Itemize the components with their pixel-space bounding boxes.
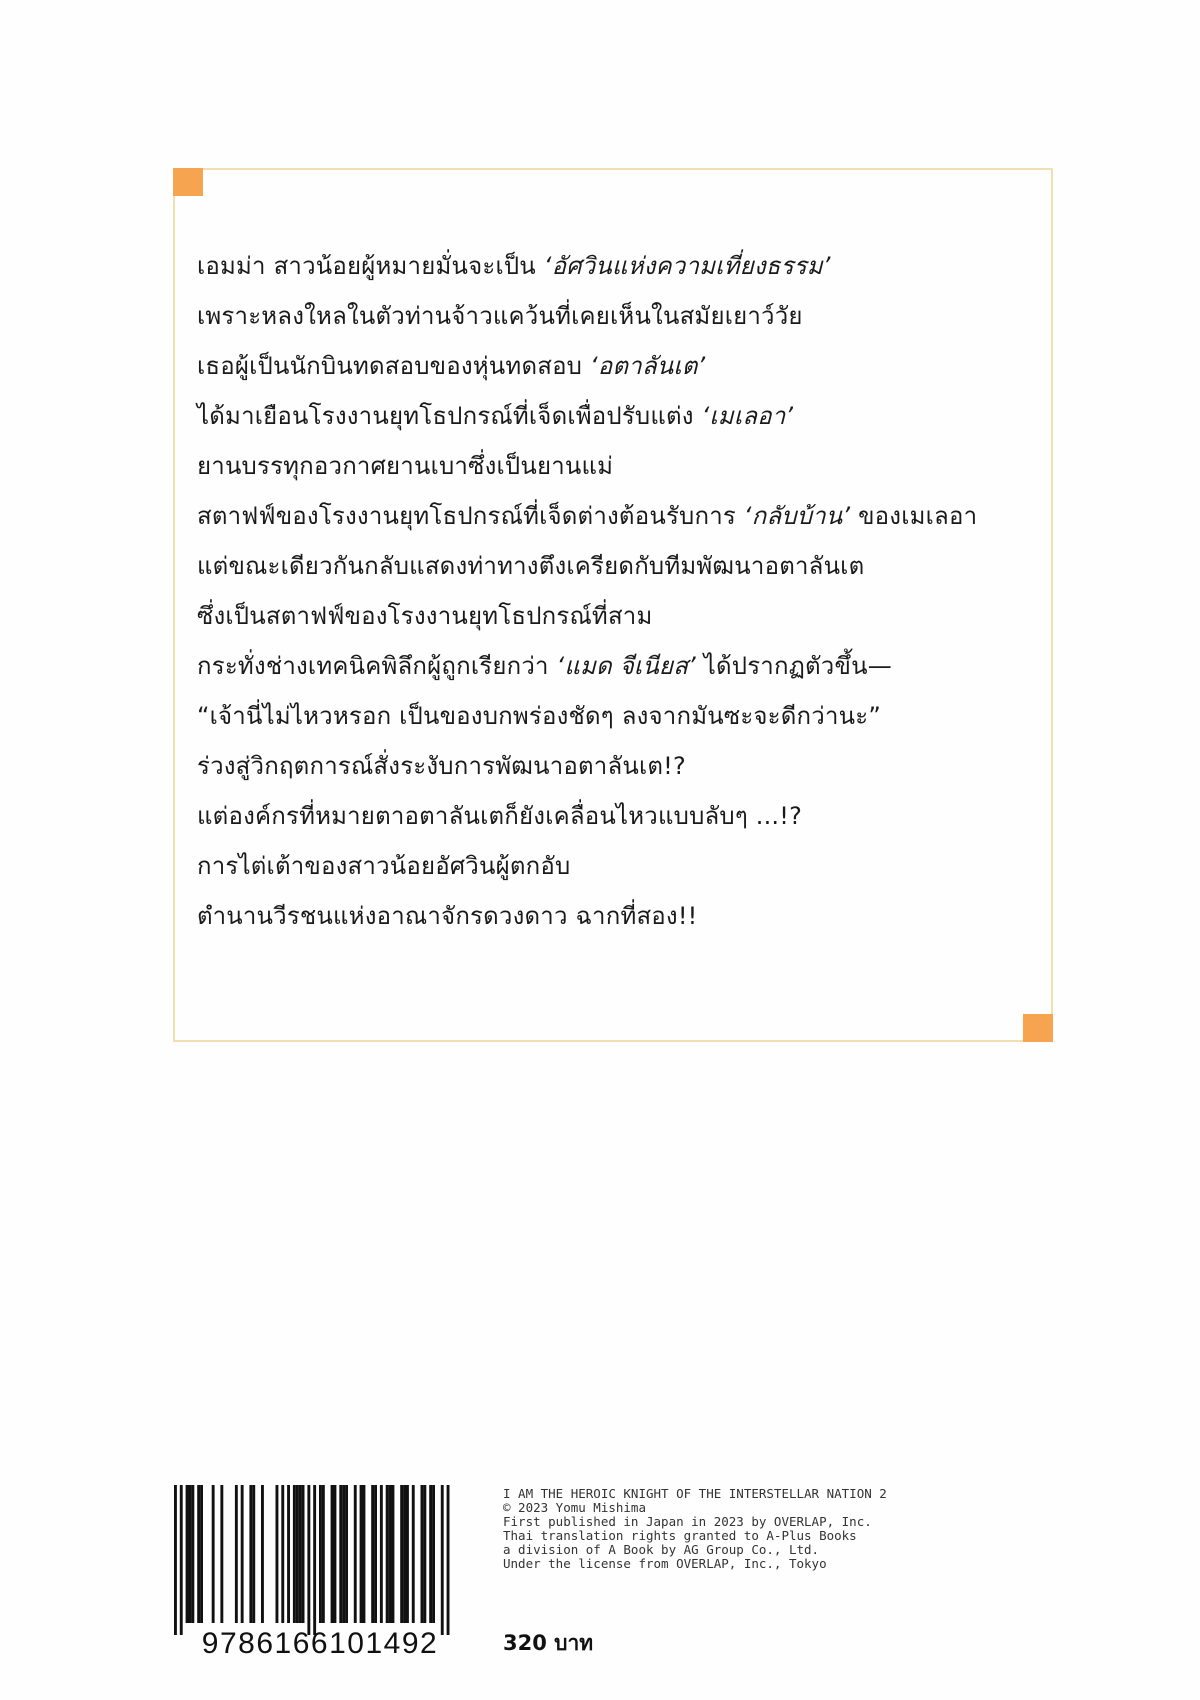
barcode-bar — [299, 1485, 302, 1623]
blurb-frame — [173, 168, 1053, 1042]
barcode-bar — [261, 1485, 264, 1623]
blurb-text-segment: เอมม่า สาวน้อยผู้หมายมั่นจะเป็น — [197, 252, 544, 280]
barcode-bar — [339, 1485, 342, 1623]
barcode-bar — [406, 1485, 409, 1623]
blurb-line — [197, 241, 1037, 291]
barcode-bar — [296, 1485, 299, 1623]
barcode-bar — [281, 1485, 284, 1623]
barcode-bar — [302, 1485, 305, 1623]
blurb-line — [197, 791, 1037, 841]
barcode-bar — [429, 1485, 432, 1623]
barcode-bar — [191, 1485, 194, 1623]
credit-line: I AM THE HEROIC KNIGHT OF THE INTERSTELLAR NATION 2 — [503, 1486, 887, 1501]
barcode-bar — [186, 1485, 189, 1623]
blurb-line — [197, 341, 1037, 391]
blurb-text-segment: สตาฟฟ์ของโรงงานยุทโธปกรณ์ที่เจ็ดต่างต้อนรับการ — [197, 502, 744, 530]
barcode-bar — [200, 1485, 203, 1623]
blurb-text-segment: แต่ขณะเดียวกันกลับแสดงท่าทางตึงเครียดกับทีมพัฒนาอตาลันเต — [197, 552, 865, 580]
blurb-text — [197, 241, 1037, 941]
copyright-credits — [503, 1487, 887, 1571]
barcode-bar — [174, 1485, 177, 1635]
barcode-bar — [197, 1485, 200, 1623]
barcode-bar — [380, 1485, 383, 1623]
barcode-bar — [241, 1485, 244, 1623]
barcode-bar — [400, 1485, 403, 1623]
blurb-text-segment: ได้ปรากฏตัวขึ้น— — [695, 652, 892, 680]
isbn-number: 9786166101492 — [201, 1627, 439, 1660]
blurb-text-segment: “เจ้านี่ไม่ไหวหรอก เป็นของบกพร่องชัดๆ ลงจากมันซะจะดีกว่านะ” — [197, 702, 881, 730]
blurb-text-segment: การไต่เต้าของสาวน้อยอัศวินผู้ตกอับ — [197, 852, 571, 880]
barcode-bar — [363, 1485, 366, 1623]
barcode-bar — [313, 1485, 316, 1635]
blurb-text-segment: ได้มาเยือนโรงงานยุทโธปกรณ์ที่เจ็ดเพื่อปรับแต่ง — [197, 402, 702, 430]
barcode-bar — [212, 1485, 215, 1623]
barcode-bar — [319, 1485, 322, 1623]
barcode-bar — [322, 1485, 325, 1623]
barcode-bar — [189, 1485, 192, 1623]
blurb-line — [197, 291, 1037, 341]
blurb-text-segment: แต่องค์กรที่หมายตาอตาลันเตก็ยังเคลื่อนไหวแบบลับๆ ...!? — [197, 802, 803, 830]
blurb-text-segment: ของเมเลอา — [850, 502, 978, 530]
barcode-bar — [354, 1485, 357, 1623]
emphasized-text: ‘แมด จีเนียส’ — [556, 652, 696, 680]
barcode-bar — [180, 1485, 183, 1635]
blurb-text-segment: เธอผู้เป็นนักบินทดสอบของหุ่นทดสอบ — [197, 352, 590, 380]
barcode-bar — [334, 1485, 337, 1623]
barcode-bar — [447, 1485, 450, 1635]
credit-line: Under the license from OVERLAP, Inc., Tokyo — [503, 1556, 827, 1571]
emphasized-text: ‘กลับบ้าน’ — [743, 502, 851, 530]
barcode-bar — [421, 1485, 424, 1623]
barcode-bar — [386, 1485, 389, 1623]
barcode-bar — [252, 1485, 255, 1623]
barcode-bar — [293, 1485, 296, 1623]
barcode-bar — [287, 1485, 290, 1623]
blurb-line — [197, 691, 1037, 741]
blurb-line — [197, 841, 1037, 891]
blurb-text-segment: เพราะหลงใหลในตัวท่านจ้าวแคว้นที่เคยเห็นในสมัยเยาว์วัย — [197, 302, 803, 330]
credit-line: Thai translation rights granted to A-Plus Books — [503, 1528, 857, 1543]
isbn-barcode — [150, 1485, 490, 1665]
barcode-bar — [441, 1485, 444, 1635]
barcode-bar — [307, 1485, 310, 1635]
blurb-text-segment: ร่วงสู่วิกฤตการณ์สั่งระงับการพัฒนาอตาลันเต!? — [197, 752, 686, 780]
blurb-line — [197, 591, 1037, 641]
barcode-bar — [423, 1485, 426, 1623]
barcode-bar — [345, 1485, 348, 1623]
barcode-bar — [220, 1485, 223, 1623]
blurb-text-segment: ตำนานวีรชนแห่งอาณาจักรดวงดาว ฉากที่สอง!! — [197, 902, 698, 930]
emphasized-text: ‘อัศวินแห่งความเที่ยงธรรม’ — [543, 252, 831, 280]
barcode-bar — [412, 1485, 415, 1623]
barcode-bar — [374, 1485, 377, 1623]
barcode-bar — [392, 1485, 395, 1623]
barcode-bar — [342, 1485, 345, 1623]
barcode-bar — [235, 1485, 238, 1623]
barcode-bar — [276, 1485, 279, 1623]
credit-line: First published in Japan in 2023 by OVERLAP, Inc. — [503, 1514, 872, 1529]
barcode-bar — [371, 1485, 374, 1623]
blurb-line — [197, 541, 1037, 591]
credit-line: a division of A Book by AG Group Co., Ltd. — [503, 1542, 820, 1557]
emphasized-text: ‘เมเลอา’ — [701, 402, 794, 430]
corner-square-bottom-right — [1023, 1014, 1053, 1042]
blurb-line — [197, 491, 1037, 541]
barcode-bar — [432, 1485, 435, 1623]
blurb-text-segment: กระทั่งช่างเทคนิคพิลึกผู้ถูกเรียกว่า — [197, 652, 557, 680]
price-label: 320 บาท — [503, 1631, 594, 1655]
blurb-line — [197, 641, 1037, 691]
emphasized-text: ‘อตาลันเต’ — [589, 352, 706, 380]
blurb-line — [197, 741, 1037, 791]
barcode-bar — [403, 1485, 406, 1623]
corner-square-top-left — [173, 168, 203, 196]
barcode-bar — [389, 1485, 392, 1623]
barcode-bar — [331, 1485, 334, 1623]
credit-line: © 2023 Yomu Mishima — [503, 1500, 646, 1515]
blurb-line — [197, 891, 1037, 941]
blurb-text-segment: ยานบรรทุกอวกาศยานเบาซึ่งเป็นยานแม่ — [197, 452, 614, 480]
blurb-line — [197, 391, 1037, 441]
blurb-line — [197, 441, 1037, 491]
barcode-bar — [360, 1485, 363, 1623]
blurb-text-segment: ซึ่งเป็นสตาฟฟ์ของโรงงานยุทโธปกรณ์ที่สาม — [197, 602, 653, 630]
barcode-bar — [249, 1485, 252, 1623]
